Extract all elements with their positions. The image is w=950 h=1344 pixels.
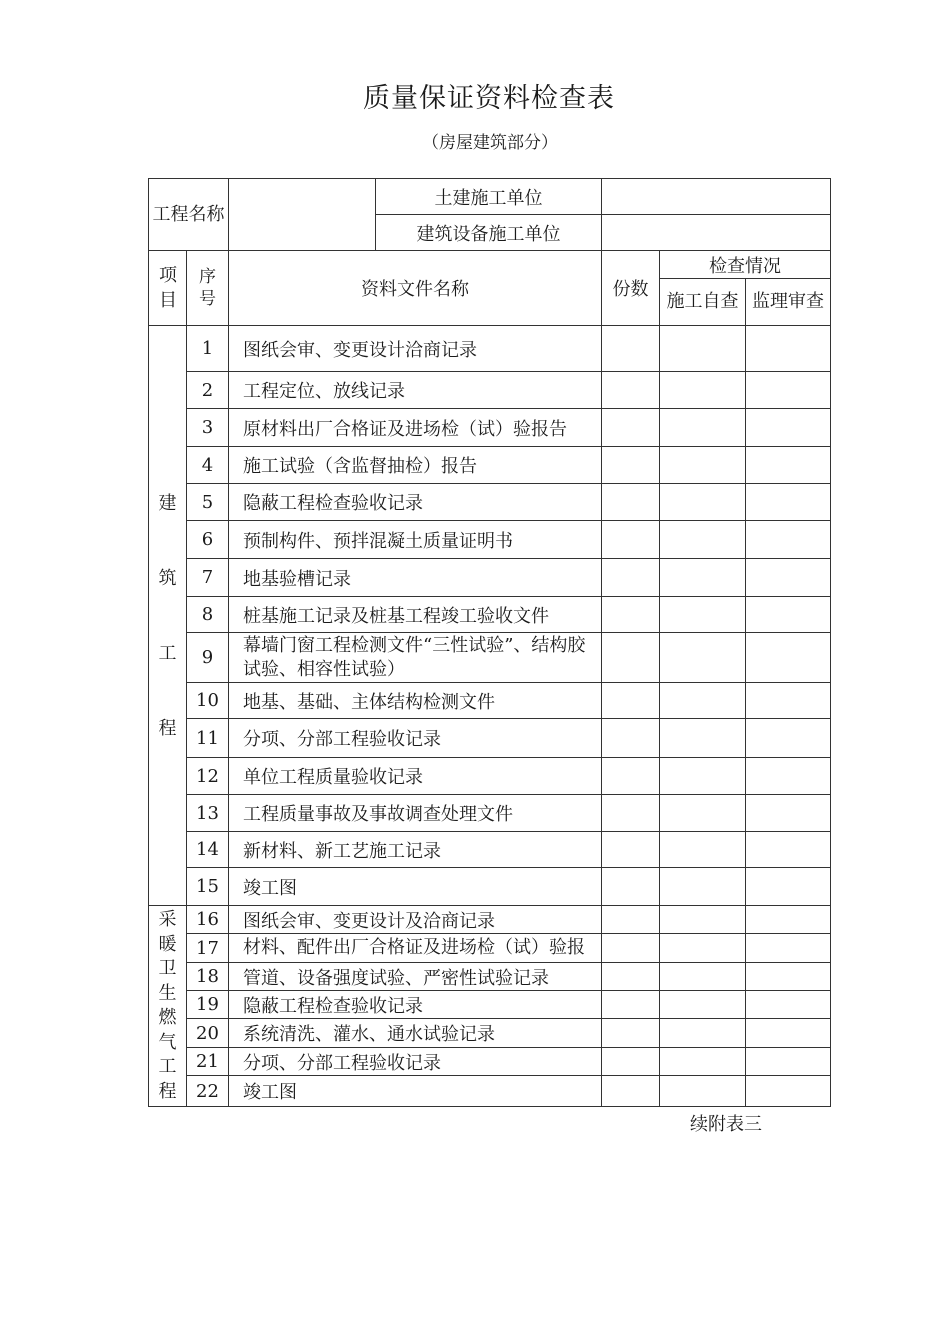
row-number: 11 [187,719,229,758]
supervise-cell[interactable] [746,683,831,719]
supervise-cell[interactable] [746,326,831,372]
row-doc-name: 工程定位、放线记录 [229,372,602,409]
row-number: 18 [187,963,229,991]
row-doc-name: 系统清洗、灌水、通水试验记录 [229,1019,602,1048]
supervise-cell[interactable] [746,409,831,447]
copies-cell[interactable] [602,1048,660,1076]
doc-name-header: 资料文件名称 [229,251,602,326]
copies-cell[interactable] [602,1019,660,1048]
copies-cell[interactable] [602,559,660,597]
row-doc-name: 图纸会审、变更设计洽商记录 [229,326,602,372]
self-check-cell[interactable] [660,409,746,447]
self-check-cell[interactable] [660,868,746,906]
copies-cell[interactable] [602,447,660,484]
row-number: 8 [187,597,229,633]
group-label-hvac: 采暖卫生燃气工程 [158,909,177,1102]
row-doc-name: 竣工图 [229,1076,602,1107]
supervise-cell[interactable] [746,832,831,868]
row-doc-name: 隐蔽工程检查验收记录 [229,991,602,1019]
copies-cell[interactable] [602,484,660,521]
supervise-cell[interactable] [746,991,831,1019]
copies-cell[interactable] [602,906,660,934]
row-number: 9 [187,633,229,683]
self-check-cell[interactable] [660,326,746,372]
row-doc-name: 竣工图 [229,868,602,906]
self-check-cell[interactable] [660,484,746,521]
supervise-cell[interactable] [746,484,831,521]
equipment-unit-label: 建筑设备施工单位 [376,215,602,251]
self-check-cell[interactable] [660,832,746,868]
self-check-cell[interactable] [660,597,746,633]
row-doc-name: 分项、分部工程验收记录 [229,1048,602,1076]
row-doc-name: 施工试验（含监督抽检）报告 [229,447,602,484]
supervise-cell[interactable] [746,963,831,991]
copies-cell[interactable] [602,597,660,633]
row-number: 7 [187,559,229,597]
row-number: 15 [187,868,229,906]
checklist-table [148,178,831,1107]
row-doc-name: 单位工程质量验收记录 [229,758,602,795]
self-check-header: 施工自查 [660,279,746,326]
self-check-cell[interactable] [660,719,746,758]
row-doc-name: 预制构件、预拌混凝土质量证明书 [229,521,602,559]
copies-cell[interactable] [602,868,660,906]
self-check-cell[interactable] [660,1076,746,1107]
row-number: 3 [187,409,229,447]
row-doc-name: 分项、分部工程验收记录 [229,719,602,758]
row-number: 12 [187,758,229,795]
supervise-cell[interactable] [746,521,831,559]
row-number: 13 [187,795,229,832]
self-check-cell[interactable] [660,559,746,597]
row-doc-name [229,934,602,963]
self-check-cell[interactable] [660,372,746,409]
row-doc-name-text: 材料、配件出厂合格证及进场检（试）验报 [243,937,585,958]
copies-cell[interactable] [602,795,660,832]
civil-unit-value[interactable] [602,179,831,215]
copies-cell[interactable] [602,758,660,795]
copies-header: 份数 [602,251,660,326]
supervise-cell[interactable] [746,447,831,484]
group-label-hvac-cell [149,906,187,1107]
copies-cell[interactable] [602,409,660,447]
check-status-header: 检查情况 [660,251,831,279]
row-number: 5 [187,484,229,521]
row-number: 6 [187,521,229,559]
copies-cell[interactable] [602,832,660,868]
supervise-cell[interactable] [746,934,831,963]
equipment-unit-value[interactable] [602,215,831,251]
self-check-cell[interactable] [660,758,746,795]
supervise-cell[interactable] [746,372,831,409]
copies-cell[interactable] [602,326,660,372]
row-doc-name: 管道、设备强度试验、严密性试验记录 [229,963,602,991]
supervise-cell[interactable] [746,597,831,633]
row-doc-name: 幕墙门窗工程检测文件“三性试验”、结构胶试验、相容性试验） [229,633,602,683]
row-doc-name: 隐蔽工程检查验收记录 [229,484,602,521]
row-doc-name: 工程质量事故及事故调查处理文件 [229,795,602,832]
supervise-cell[interactable] [746,633,831,683]
supervise-cell[interactable] [746,1048,831,1076]
self-check-cell[interactable] [660,963,746,991]
row-doc-name: 图纸会审、变更设计及洽商记录 [229,906,602,934]
self-check-cell[interactable] [660,795,746,832]
self-check-cell[interactable] [660,633,746,683]
supervise-cell[interactable] [746,1019,831,1048]
project-name-label: 工程名称 [152,204,225,225]
continuation-note: 续附表三 [690,1114,762,1135]
row-doc-name: 桩基施工记录及桩基工程竣工验收文件 [229,597,602,633]
copies-cell[interactable] [602,521,660,559]
page-subtitle: （房屋建筑部分） [422,133,558,153]
self-check-cell[interactable] [660,521,746,559]
self-check-cell[interactable] [660,1019,746,1048]
copies-cell[interactable] [602,719,660,758]
row-number: 20 [187,1019,229,1048]
row-number: 22 [187,1076,229,1107]
copies-cell[interactable] [602,991,660,1019]
row-doc-name: 新材料、新工艺施工记录 [229,832,602,868]
civil-unit-label: 土建施工单位 [376,179,602,215]
supervise-cell[interactable] [746,795,831,832]
row-number: 14 [187,832,229,868]
project-name-label-cell [149,179,229,251]
row-number: 19 [187,991,229,1019]
copies-cell[interactable] [602,633,660,683]
row-number: 2 [187,372,229,409]
row-doc-name: 地基、基础、主体结构检测文件 [229,683,602,719]
row-number: 1 [187,326,229,372]
self-check-cell[interactable] [660,991,746,1019]
row-number: 21 [187,1048,229,1076]
group-label-building: 建筑工程 [158,492,177,739]
group-label-building-cell [149,326,187,906]
supervise-cell[interactable] [746,1076,831,1107]
item-header: 项目 [149,251,187,326]
self-check-cell[interactable] [660,934,746,963]
project-name-value[interactable] [229,179,376,251]
copies-cell[interactable] [602,372,660,409]
row-number: 17 [187,934,229,963]
self-check-cell[interactable] [660,906,746,934]
copies-cell[interactable] [602,963,660,991]
supervise-cell[interactable] [746,868,831,906]
self-check-cell[interactable] [660,447,746,484]
supervise-cell[interactable] [746,906,831,934]
copies-cell[interactable] [602,1076,660,1107]
self-check-cell[interactable] [660,683,746,719]
seq-header: 序号 [187,251,229,326]
supervise-cell[interactable] [746,719,831,758]
row-number: 16 [187,906,229,934]
copies-cell[interactable] [602,683,660,719]
supervise-cell[interactable] [746,758,831,795]
supervise-header: 监理审查 [746,279,831,326]
row-doc-name: 地基验槽记录 [229,559,602,597]
row-doc-name: 原材料出厂合格证及进场检（试）验报告 [229,409,602,447]
supervise-cell[interactable] [746,559,831,597]
page-title: 质量保证资料检查表 [363,83,615,114]
self-check-cell[interactable] [660,1048,746,1076]
row-number: 10 [187,683,229,719]
row-number: 4 [187,447,229,484]
copies-cell[interactable] [602,934,660,963]
